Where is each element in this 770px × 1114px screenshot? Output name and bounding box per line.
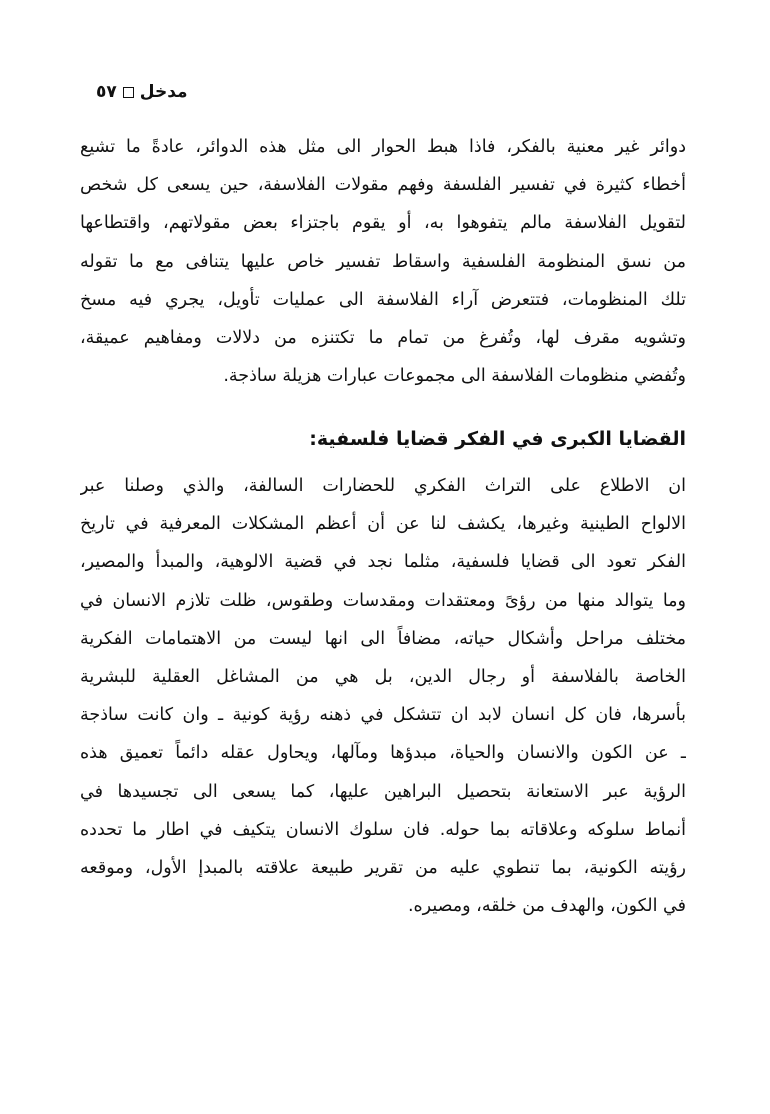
page-number: ٥٧: [96, 82, 117, 102]
square-separator-icon: [123, 87, 134, 98]
paragraph-body: [80, 467, 686, 925]
text-line: ان الاطلاع على التراث الفكري للحضارات السالفة، والذي وصلنا عبر: [80, 476, 686, 496]
text-line: وما يتوالد منها من رؤىً ومعتقدات ومقدسات وطقوس، ظلت تلازم الانسان في: [80, 590, 686, 611]
text-line: الفكر تعود الى قضايا فلسفية، مثلما نجد في قضية الالوهية، والمبدأ والمصير،: [80, 552, 686, 573]
text-line: وتُفضي منظومات الفلاسفة الى مجموعات عبارات هزيلة ساذجة.: [223, 366, 686, 387]
text-line: أنماط سلوكه وعلاقاته بما حوله. فان سلوك الانسان يتكيف في اطار ما تحدده: [80, 819, 686, 840]
header-section-title: مدخل: [139, 82, 188, 102]
text-line: أخطاء كثيرة في تفسير الفلسفة وفهم مقولات الفلاسفة، حين يسعى كل شخص: [80, 175, 686, 196]
text-line: وتشويه مقرف لها، وتُفرغ من تمام ما تكتنزه من دلالات ومفاهيم عميقة،: [80, 327, 686, 348]
text-line: لتقويل الفلاسفة مالم يتفوهوا به، أو يقوم باجتزاء بعض مقولاتهم، واقتطاعها: [80, 213, 686, 234]
text-line: تلك المنظومات، فتتعرض آراء الفلاسفة الى عمليات تأويل، يجري فيه مسخ: [80, 289, 686, 310]
text-line: ـ عن الكون والانسان والحياة، مبدؤها ومآلها، ويحاول عقله دائماً تعميق هذه: [80, 743, 686, 764]
text-line: رؤيته الكونية، بما تنطوي عليه من تقرير طبيعة علاقته بالمبدإ الأول، وموقعه: [80, 857, 686, 878]
text-line: في الكون، والهدف من خلقه، ومصيره.: [407, 896, 686, 917]
text-line: بأسرها، فان كل انسان لابد ان تتشكل في ذهنه رؤية كونية ـ وان كانت ساذجة: [80, 705, 686, 726]
text-line: الرؤية عبر الاستعانة بتحصيل البراهين عليها، كما يسعى الى تجسيدها في: [80, 781, 686, 802]
text-line: من نسق المنظومة الفلسفية واسقاط تفسير خاص عليها يتنافى مع ما تقوله: [80, 251, 686, 272]
section-heading: القضايا الكبرى في الفكر قضايا فلسفية:: [309, 428, 686, 450]
paragraph-intro: [80, 128, 686, 395]
text-line: الخاصة بالفلاسفة أو رجال الدين، بل هي من المشاغل العقلية للبشرية: [80, 666, 686, 687]
running-header: [96, 82, 188, 102]
text-line: دوائر غير معنية بالفكر، فاذا هبط الحوار الى مثل هذه الدوائر، عادةً ما تشيع: [80, 137, 686, 157]
text-line: الالواح الطينية وغيرها، يكشف لنا عن أن أعظم المشكلات المعرفية في تاريخ: [80, 514, 686, 535]
text-line: مختلف مراحل وأشكال حياته، مضافاً الى انها ليست من الاهتمامات الفكرية: [80, 628, 686, 649]
